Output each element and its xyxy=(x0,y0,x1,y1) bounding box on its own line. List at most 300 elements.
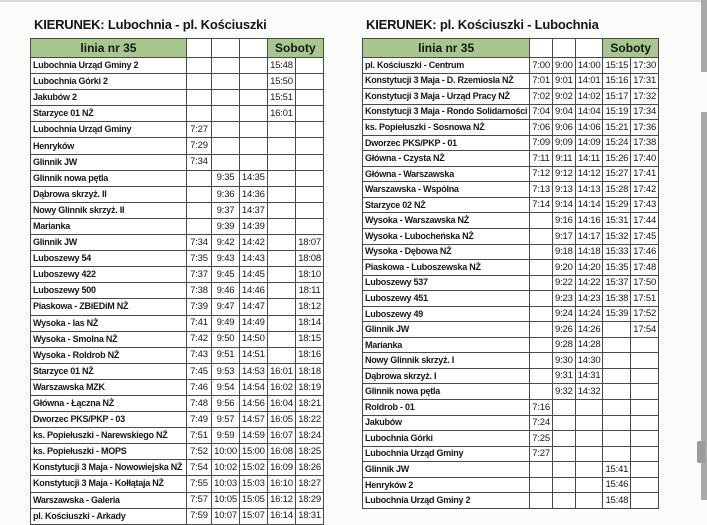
stop-name-cell: Konstytucji 3 Maja - D. Rzemiosla NŻ xyxy=(363,73,530,89)
time-cell: 7:27 xyxy=(530,446,553,462)
time-cell: 16:12 xyxy=(267,492,296,508)
time-cell xyxy=(296,58,324,74)
time-cell: 9:42 xyxy=(212,235,240,251)
time-cell: 7:57 xyxy=(186,492,211,508)
time-cell xyxy=(239,154,267,170)
time-cell: 9:17 xyxy=(552,229,575,245)
header-empty-cell xyxy=(530,39,553,58)
time-cell: 7:43 xyxy=(186,347,211,363)
time-cell xyxy=(530,260,553,276)
time-cell: 14:39 xyxy=(239,218,267,234)
table-row xyxy=(31,347,324,363)
time-cell: 17:48 xyxy=(631,260,659,276)
table-row xyxy=(31,267,324,283)
timetable-left xyxy=(30,38,324,525)
time-cell: 14:37 xyxy=(239,202,267,218)
time-cell: 14:22 xyxy=(575,275,603,291)
time-cell: 14:16 xyxy=(575,213,603,229)
time-cell xyxy=(631,368,659,384)
time-cell: 7:37 xyxy=(186,267,211,283)
time-cell: 9:14 xyxy=(552,197,575,213)
stop-name-cell: Nowy Glinnik skrzyż. II xyxy=(31,202,187,218)
time-cell: 9:50 xyxy=(212,331,240,347)
line-number-header: linia nr 35 xyxy=(363,39,530,58)
stop-name-cell: Jakubów xyxy=(363,415,530,431)
time-cell: 9:11 xyxy=(552,151,575,167)
time-cell: 15:41 xyxy=(603,462,631,478)
time-cell xyxy=(267,170,296,186)
time-cell xyxy=(186,58,211,74)
time-cell xyxy=(575,462,603,478)
stop-name-cell: Luboszewy 49 xyxy=(363,306,530,322)
time-cell: 14:06 xyxy=(575,120,603,136)
time-cell: 16:02 xyxy=(267,379,296,395)
table-row xyxy=(363,337,659,353)
time-cell: 7:52 xyxy=(186,444,211,460)
stop-name-cell: Wysoka - las NŻ xyxy=(31,315,187,331)
time-cell: 14:42 xyxy=(239,235,267,251)
time-cell: 14:01 xyxy=(575,73,603,89)
time-cell: 9:45 xyxy=(212,267,240,283)
time-cell: 17:52 xyxy=(631,306,659,322)
time-cell: 15:00 xyxy=(239,444,267,460)
time-cell: 9:16 xyxy=(552,213,575,229)
stop-name-cell: Lubochnia Urząd Gminy xyxy=(31,122,187,138)
time-cell: 14:24 xyxy=(575,306,603,322)
header-row xyxy=(363,39,659,58)
time-cell: 16:10 xyxy=(267,476,296,492)
time-cell: 9:30 xyxy=(552,353,575,369)
time-cell xyxy=(552,415,575,431)
time-cell: 14:59 xyxy=(239,428,267,444)
stop-name-cell: Wysoka - Warszawska NŻ xyxy=(363,213,530,229)
time-cell: 7:13 xyxy=(530,182,553,198)
time-cell xyxy=(267,122,296,138)
table-row xyxy=(363,182,659,198)
time-cell: 17:36 xyxy=(631,120,659,136)
time-cell: 14:56 xyxy=(239,395,267,411)
time-cell xyxy=(186,218,211,234)
stop-name-cell: Warszawska - Wspólna xyxy=(363,182,530,198)
time-cell: 16:14 xyxy=(267,508,296,524)
time-cell: 9:18 xyxy=(552,244,575,260)
time-cell: 18:22 xyxy=(296,412,324,428)
table-row xyxy=(31,395,324,411)
time-cell: 9:20 xyxy=(552,260,575,276)
time-cell: 9:13 xyxy=(552,182,575,198)
time-cell: 9:36 xyxy=(212,186,240,202)
time-cell xyxy=(631,384,659,400)
stop-name-cell: ks. Popiełuszki - MOPS xyxy=(31,444,187,460)
time-cell: 18:31 xyxy=(296,508,324,524)
time-cell: 16:07 xyxy=(267,428,296,444)
table-row xyxy=(31,299,324,315)
time-cell xyxy=(296,122,324,138)
time-cell xyxy=(267,331,296,347)
time-cell xyxy=(530,337,553,353)
time-cell xyxy=(296,138,324,154)
time-cell xyxy=(530,353,553,369)
stop-name-cell: Luboszewy 537 xyxy=(363,275,530,291)
time-cell: 14:32 xyxy=(575,384,603,400)
time-cell: 7:02 xyxy=(530,89,553,105)
table-row xyxy=(363,306,659,322)
time-cell: 9:54 xyxy=(212,379,240,395)
time-cell xyxy=(267,251,296,267)
time-cell: 15:15 xyxy=(603,58,631,74)
time-cell xyxy=(631,353,659,369)
time-cell: 15:51 xyxy=(267,90,296,106)
time-cell: 9:59 xyxy=(212,428,240,444)
time-cell xyxy=(267,267,296,283)
time-cell: 15:26 xyxy=(603,151,631,167)
time-cell xyxy=(186,170,211,186)
scan-edge-blob xyxy=(697,441,705,463)
time-cell xyxy=(603,446,631,462)
table-row xyxy=(31,202,324,218)
scan-edge-notch xyxy=(701,72,707,112)
time-cell: 7:27 xyxy=(186,122,211,138)
time-cell xyxy=(603,431,631,447)
time-cell: 9:01 xyxy=(552,73,575,89)
time-cell: 14:12 xyxy=(575,166,603,182)
table-row xyxy=(363,120,659,136)
time-cell: 16:04 xyxy=(267,395,296,411)
stop-name-cell: ks. Popiełuszki - Sosnowa NŻ xyxy=(363,120,530,136)
stop-name-cell: Glinnik JW xyxy=(31,154,187,170)
time-cell: 18:16 xyxy=(296,347,324,363)
stop-name-cell: Nowy Glinnik skrzyż. I xyxy=(363,353,530,369)
time-cell: 15:48 xyxy=(267,58,296,74)
time-cell xyxy=(296,106,324,122)
stop-name-cell: Główna - Łączna NŻ xyxy=(31,395,187,411)
stop-name-cell: Warszawska MZK xyxy=(31,379,187,395)
stop-name-cell: pl. Kościuszki - Centrum xyxy=(363,58,530,74)
time-cell xyxy=(603,368,631,384)
time-cell: 7:35 xyxy=(186,251,211,267)
scan-edge-top xyxy=(0,0,707,2)
time-cell: 15:07 xyxy=(239,508,267,524)
stop-name-cell: Dworzec PKS/PKP - 03 xyxy=(31,412,187,428)
stop-name-cell: Jakubów 2 xyxy=(31,90,187,106)
time-cell: 7:16 xyxy=(530,400,553,416)
timetable-section-kosciuszki-to-lubochnia xyxy=(362,17,657,509)
time-cell: 10:03 xyxy=(212,476,240,492)
table-row xyxy=(31,218,324,234)
time-cell: 9:02 xyxy=(552,89,575,105)
time-cell: 7:12 xyxy=(530,166,553,182)
stop-name-cell: Luboszewy 422 xyxy=(31,267,187,283)
time-cell: 9:06 xyxy=(552,120,575,136)
table-row xyxy=(363,166,659,182)
time-cell: 18:14 xyxy=(296,315,324,331)
time-cell: 7:51 xyxy=(186,428,211,444)
stop-name-cell: Wysoka - Roldrob NŻ xyxy=(31,347,187,363)
table-row xyxy=(363,368,659,384)
table-row xyxy=(31,251,324,267)
header-row xyxy=(31,39,324,58)
time-cell xyxy=(267,315,296,331)
stop-name-cell: Dąbrowa skrzyż. I xyxy=(363,368,530,384)
time-cell: 15:38 xyxy=(603,291,631,307)
time-cell: 9:57 xyxy=(212,412,240,428)
time-cell: 14:57 xyxy=(239,412,267,428)
stop-name-cell: Marianka xyxy=(31,218,187,234)
time-cell: 14:17 xyxy=(575,229,603,245)
time-cell xyxy=(267,347,296,363)
time-cell: 16:08 xyxy=(267,444,296,460)
time-cell: 9:12 xyxy=(552,166,575,182)
time-cell: 17:51 xyxy=(631,291,659,307)
table-row xyxy=(363,431,659,447)
time-cell xyxy=(239,90,267,106)
time-cell: 17:54 xyxy=(631,322,659,338)
direction-title: KIERUNEK: pl. Kościuszki - Lubochnia xyxy=(366,17,599,32)
time-cell: 14:14 xyxy=(575,197,603,213)
time-cell: 17:31 xyxy=(631,73,659,89)
stop-name-cell: Główna - Czysta NŻ xyxy=(363,151,530,167)
time-cell: 17:43 xyxy=(631,197,659,213)
stop-name-cell: Piaskowa - ZBiEDiM NŻ xyxy=(31,299,187,315)
table-row xyxy=(363,493,659,509)
table-row xyxy=(363,135,659,151)
time-cell xyxy=(239,106,267,122)
time-cell: 14:54 xyxy=(239,379,267,395)
table-row xyxy=(363,197,659,213)
time-cell: 15:37 xyxy=(603,275,631,291)
time-cell xyxy=(212,58,240,74)
time-cell xyxy=(575,415,603,431)
time-cell: 17:32 xyxy=(631,89,659,105)
time-cell xyxy=(267,283,296,299)
time-cell: 18:15 xyxy=(296,331,324,347)
table-row xyxy=(31,235,324,251)
time-cell: 9:47 xyxy=(212,299,240,315)
time-cell: 15:31 xyxy=(603,213,631,229)
time-cell: 15:27 xyxy=(603,166,631,182)
time-cell xyxy=(631,431,659,447)
time-cell: 7:38 xyxy=(186,283,211,299)
time-cell: 10:00 xyxy=(212,444,240,460)
timetable-right xyxy=(362,38,659,509)
direction-title: KIERUNEK: Lubochnia - pl. Kościuszki xyxy=(34,17,267,32)
time-cell: 7:55 xyxy=(186,476,211,492)
time-cell: 14:46 xyxy=(239,283,267,299)
time-cell: 16:01 xyxy=(267,363,296,379)
time-cell: 16:01 xyxy=(267,106,296,122)
time-cell xyxy=(239,74,267,90)
time-cell: 15:24 xyxy=(603,135,631,151)
header-empty-cell xyxy=(552,39,575,58)
stop-name-cell: Wysoka - Smolna NŻ xyxy=(31,331,187,347)
time-cell: 7:48 xyxy=(186,395,211,411)
table-row xyxy=(31,90,324,106)
time-cell: 14:43 xyxy=(239,251,267,267)
table-row xyxy=(363,353,659,369)
time-cell: 17:38 xyxy=(631,135,659,151)
time-cell: 16:09 xyxy=(267,460,296,476)
time-cell: 9:31 xyxy=(552,368,575,384)
table-row xyxy=(31,428,324,444)
table-row xyxy=(363,477,659,493)
table-row xyxy=(31,476,324,492)
stop-name-cell: Glinnik JW xyxy=(31,235,187,251)
time-cell: 18:24 xyxy=(296,428,324,444)
time-cell: 14:50 xyxy=(239,331,267,347)
table-row xyxy=(31,331,324,347)
table-row xyxy=(363,89,659,105)
time-cell: 17:46 xyxy=(631,244,659,260)
time-cell xyxy=(530,213,553,229)
time-cell: 7:04 xyxy=(530,104,553,120)
time-cell xyxy=(603,322,631,338)
time-cell xyxy=(530,384,553,400)
time-cell xyxy=(296,170,324,186)
table-row xyxy=(31,154,324,170)
time-cell: 7:41 xyxy=(186,315,211,331)
time-cell: 9:56 xyxy=(212,395,240,411)
time-cell: 15:05 xyxy=(239,492,267,508)
time-cell xyxy=(296,202,324,218)
time-cell: 14:31 xyxy=(575,368,603,384)
time-cell: 18:26 xyxy=(296,460,324,476)
time-cell xyxy=(631,400,659,416)
table-row xyxy=(31,74,324,90)
time-cell: 9:35 xyxy=(212,170,240,186)
saturday-header: Soboty xyxy=(267,39,323,58)
time-cell: 15:48 xyxy=(603,493,631,509)
time-cell: 15:16 xyxy=(603,73,631,89)
time-cell: 16:05 xyxy=(267,412,296,428)
time-cell xyxy=(186,186,211,202)
stop-name-cell: Glinnik nowa pętla xyxy=(31,170,187,186)
time-cell: 15:28 xyxy=(603,182,631,198)
time-cell xyxy=(552,493,575,509)
stop-name-cell: Konstytucji 3 Maja - Nowowiejska NŻ xyxy=(31,460,187,476)
time-cell: 15:33 xyxy=(603,244,631,260)
stop-name-cell: Marianka xyxy=(363,337,530,353)
time-cell: 17:50 xyxy=(631,275,659,291)
time-cell xyxy=(530,368,553,384)
stop-name-cell: Starzyce 01 NŻ xyxy=(31,106,187,122)
time-cell: 18:08 xyxy=(296,251,324,267)
time-cell xyxy=(267,186,296,202)
time-cell: 7:54 xyxy=(186,460,211,476)
time-cell: 17:42 xyxy=(631,182,659,198)
table-row xyxy=(31,492,324,508)
time-cell: 15:17 xyxy=(603,89,631,105)
time-cell: 15:32 xyxy=(603,229,631,245)
saturday-header: Soboty xyxy=(603,39,659,58)
time-cell: 18:11 xyxy=(296,283,324,299)
time-cell xyxy=(530,322,553,338)
time-cell xyxy=(186,202,211,218)
time-cell: 7:59 xyxy=(186,508,211,524)
time-cell: 17:40 xyxy=(631,151,659,167)
time-cell: 14:53 xyxy=(239,363,267,379)
time-cell xyxy=(552,400,575,416)
table-row xyxy=(31,186,324,202)
time-cell xyxy=(631,337,659,353)
table-row xyxy=(31,444,324,460)
time-cell xyxy=(239,122,267,138)
stop-name-cell: Lubochnia Urząd Gminy xyxy=(363,446,530,462)
time-cell: 7:24 xyxy=(530,415,553,431)
time-cell: 18:12 xyxy=(296,299,324,315)
time-cell xyxy=(296,218,324,234)
stop-name-cell: Konstytucji 3 Maja - Urząd Pracy NŻ xyxy=(363,89,530,105)
time-cell: 10:02 xyxy=(212,460,240,476)
time-cell: 15:35 xyxy=(603,260,631,276)
table-row xyxy=(31,315,324,331)
time-cell: 14:00 xyxy=(575,58,603,74)
table-row xyxy=(31,122,324,138)
time-cell: 7:34 xyxy=(186,235,211,251)
stop-name-cell: Dworzec PKS/PKP - 01 xyxy=(363,135,530,151)
time-cell: 7:25 xyxy=(530,431,553,447)
stop-name-cell: Luboszewy 500 xyxy=(31,283,187,299)
time-cell: 18:19 xyxy=(296,379,324,395)
time-cell xyxy=(552,477,575,493)
time-cell: 18:25 xyxy=(296,444,324,460)
stop-name-cell: Dąbrowa skrzyż. II xyxy=(31,186,187,202)
time-cell: 17:44 xyxy=(631,213,659,229)
stop-name-cell: Glinnik JW xyxy=(363,322,530,338)
time-cell: 9:37 xyxy=(212,202,240,218)
time-cell: 14:09 xyxy=(575,135,603,151)
time-cell xyxy=(296,186,324,202)
stop-name-cell: Konstytucji 3 Maja - Kołłątaja NŻ xyxy=(31,476,187,492)
time-cell: 14:47 xyxy=(239,299,267,315)
time-cell: 17:45 xyxy=(631,229,659,245)
table-row xyxy=(31,170,324,186)
time-cell: 14:51 xyxy=(239,347,267,363)
table-row xyxy=(31,58,324,74)
table-row xyxy=(363,151,659,167)
time-cell: 18:21 xyxy=(296,395,324,411)
time-cell: 14:23 xyxy=(575,291,603,307)
time-cell: 10:07 xyxy=(212,508,240,524)
stop-name-cell: Henryków xyxy=(31,138,187,154)
time-cell xyxy=(212,122,240,138)
time-cell xyxy=(212,154,240,170)
stop-name-cell: Piaskowa - Luboszewska NŻ xyxy=(363,260,530,276)
header-empty-cell xyxy=(186,39,211,58)
stop-name-cell: Lubochnia Urząd Gminy 2 xyxy=(31,58,187,74)
stop-name-cell: Lubochnia Górki 2 xyxy=(31,74,187,90)
stop-name-cell: Wysoka - Dębowa NŻ xyxy=(363,244,530,260)
time-cell xyxy=(631,462,659,478)
time-cell: 18:29 xyxy=(296,492,324,508)
table-row xyxy=(363,400,659,416)
time-cell: 17:30 xyxy=(631,58,659,74)
time-cell xyxy=(603,353,631,369)
stop-name-cell: Lubochnia Urząd Gminy 2 xyxy=(363,493,530,509)
table-row xyxy=(363,291,659,307)
time-cell xyxy=(212,138,240,154)
stop-name-cell: Starzyce 02 NŻ xyxy=(363,197,530,213)
time-cell: 14:45 xyxy=(239,267,267,283)
time-cell xyxy=(530,493,553,509)
time-cell: 14:02 xyxy=(575,89,603,105)
time-cell xyxy=(552,446,575,462)
stop-name-cell: Roldrob - 01 xyxy=(363,400,530,416)
time-cell xyxy=(212,106,240,122)
time-cell: 9:51 xyxy=(212,347,240,363)
table-row xyxy=(363,58,659,74)
time-cell xyxy=(631,446,659,462)
time-cell xyxy=(530,306,553,322)
